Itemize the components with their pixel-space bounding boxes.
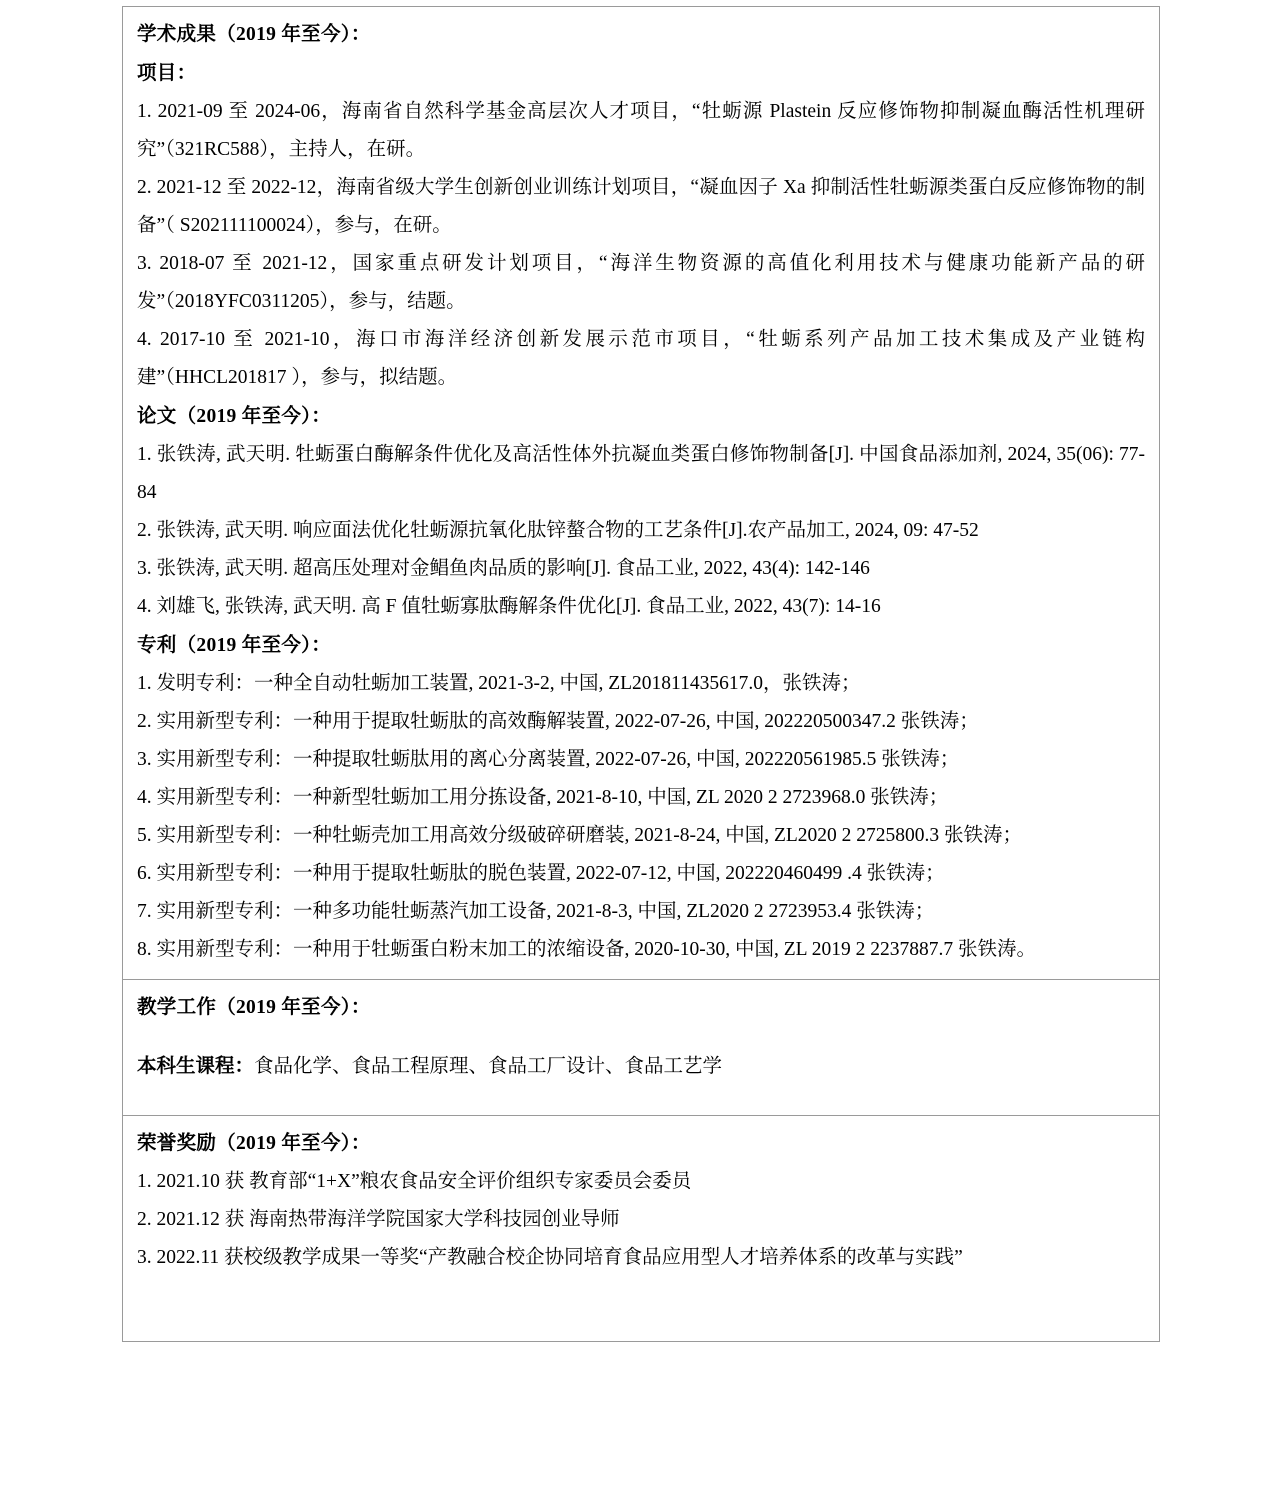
section-teaching [123, 980, 1159, 1116]
patent-entry: 3. 实用新型专利：一种提取牡蛎肽用的离心分离装置, 2022-07-26, 中国, 202220561985.5 张铁涛； [137, 749, 960, 771]
section-title-honors: 荣誉奖励（2019 年至今）： [137, 1133, 371, 1155]
section-title-teaching: 教学工作（2019 年至今）： [137, 997, 371, 1019]
paper-entry: 4. 刘雄飞, 张铁涛, 武天明. 高 F 值牡蛎寡肽酶解条件优化[J]. 食品工业, 2022, 43(7): 14-16 [137, 596, 881, 618]
project-entry: 3. 2018-07 至 2021-12，国家重点研发计划项目，“海洋生物资源的高值化利用技术与健康功能新产品的研发”（2018YFC0311205），参与，结题。 [137, 253, 1145, 313]
section-title-academic: 学术成果（2019 年至今）： [137, 24, 371, 45]
section-honors [123, 1116, 1159, 1341]
cv-table [122, 6, 1160, 1342]
patent-entry: 5. 实用新型专利：一种牡蛎壳加工用高效分级破碎研磨装, 2021-8-24, 中国, ZL2020 2 2725800.3 张铁涛； [137, 825, 1023, 847]
patent-entry: 2. 实用新型专利：一种用于提取牡蛎肽的高效酶解装置, 2022-07-26, 中国, 202220500347.2 张铁涛； [137, 711, 979, 733]
paper-entry: 2. 张铁涛, 武天明. 响应面法优化牡蛎源抗氧化肽锌螯合物的工艺条件[J].农产品加工, 2024, 09: 47-52 [137, 520, 979, 542]
paper-entry: 1. 张铁涛, 武天明. 牡蛎蛋白酶解条件优化及高活性体外抗凝血类蛋白修饰物制备[J]. 中国食品添加剂, 2024, 35(06): 77-84 [137, 444, 1145, 504]
section-academic-achievements [123, 7, 1159, 980]
honor-entry: 1. 2021.10 获 教育部“1+X”粮农食品安全评价组织专家委员会委员 [137, 1171, 692, 1193]
subsection-title-papers: 论文（2019 年至今）： [137, 406, 332, 428]
undergraduate-courses-line [137, 1047, 1145, 1086]
patent-entry: 8. 实用新型专利：一种用于牡蛎蛋白粉末加工的浓缩设备, 2020-10-30, 中国, ZL 2019 2 2237887.7 张铁涛。 [137, 939, 1036, 961]
project-entry: 1. 2021-09 至 2024-06，海南省自然科学基金高层次人才项目，“牡蛎源 Plastein 反应修饰物抑制凝血酶活性机理研究”（321RC588），主持人，在研。 [137, 101, 1145, 161]
honor-entry: 2. 2021.12 获 海南热带海洋学院国家大学科技园创业导师 [137, 1209, 620, 1231]
patent-entry: 1. 发明专利：一种全自动牡蛎加工装置, 2021-3-2, 中国, ZL201811435617.0，张铁涛； [137, 673, 861, 695]
patent-entry: 7. 实用新型专利：一种多功能牡蛎蒸汽加工设备, 2021-8-3, 中国, ZL2020 2 2723953.4 张铁涛； [137, 901, 935, 923]
undergraduate-courses-label: 本科生课程： [137, 1055, 255, 1077]
patent-entry: 6. 实用新型专利：一种用于提取牡蛎肽的脱色装置, 2022-07-12, 中国, 202220460499 .4 张铁涛； [137, 863, 945, 885]
honor-entry: 3. 2022.11 获校级教学成果一等奖“产教融合校企协同培育食品应用型人才培养体系的改革与实践” [137, 1247, 963, 1269]
section-bottom-spacer [137, 1277, 1145, 1331]
subsection-title-patents: 专利（2019 年至今）： [137, 635, 332, 657]
project-entry: 4. 2017-10 至 2021-10，海口市海洋经济创新发展示范市项目，“牡蛎系列产品加工技术集成及产业链构建”（HHCL201817 ），参与，拟结题。 [137, 329, 1145, 389]
subsection-title-projects: 项目： [137, 63, 197, 84]
project-entry: 2. 2021-12 至 2022-12，海南省级大学生创新创业训练计划项目，“凝血因子 Xa 抑制活性牡蛎源类蛋白反应修饰物的制备”（ S202111100024），参与，在研。 [137, 177, 1145, 237]
patent-entry: 4. 实用新型专利：一种新型牡蛎加工用分拣设备, 2021-8-10, 中国, ZL 2020 2 2723968.0 张铁涛； [137, 787, 949, 809]
paper-entry: 3. 张铁涛, 武天明. 超高压处理对金鲳鱼肉品质的影响[J]. 食品工业, 2022, 43(4): 142-146 [137, 558, 870, 580]
undergraduate-courses-value: 食品化学、食品工程原理、食品工厂设计、食品工艺学 [254, 1055, 723, 1077]
